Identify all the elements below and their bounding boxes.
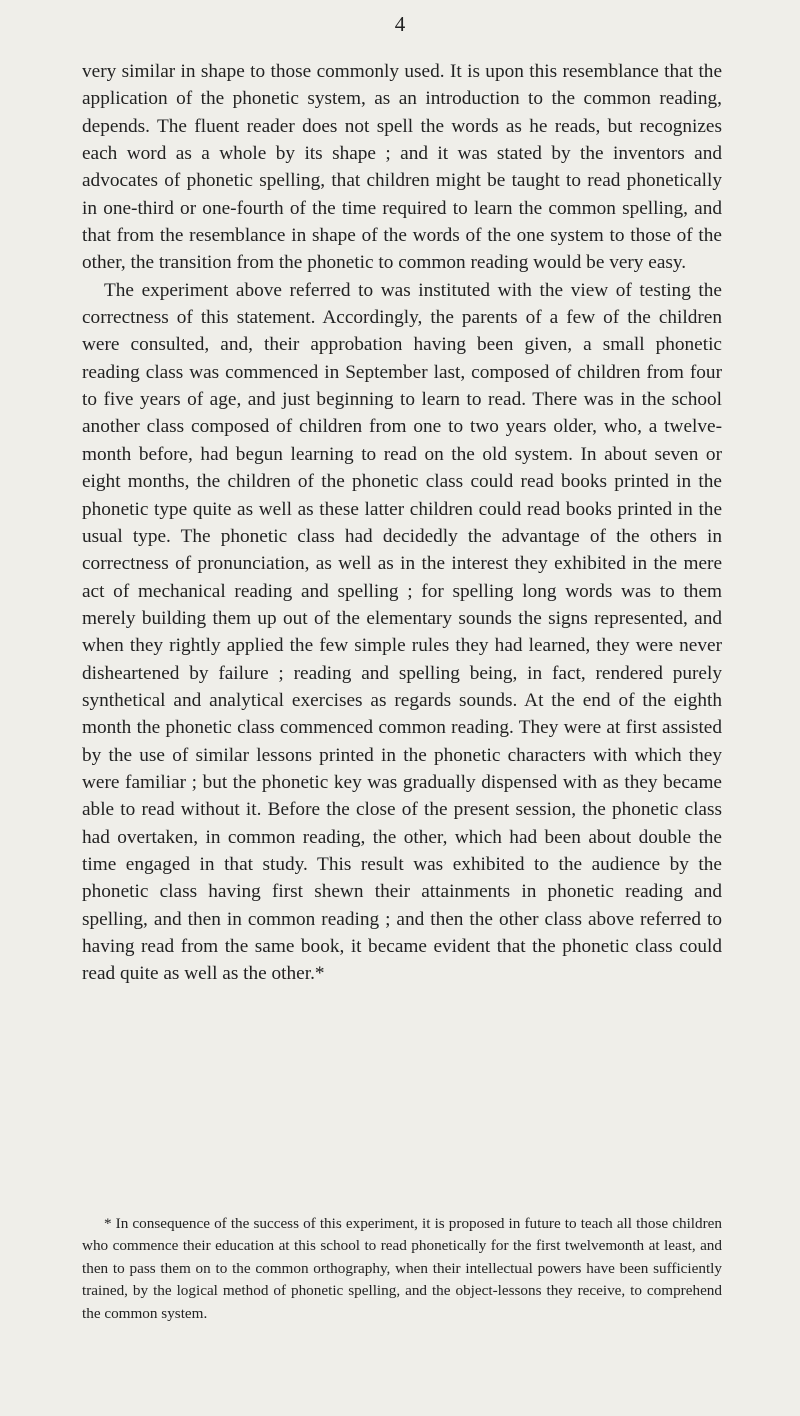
paragraph-continuation: very similar in shape to those commonly used. It is upon this resemblance that the application of the phonetic system, as an introduction to the common reading, depends. The fluent reader does not spell the words as he reads, but recognizes each word as a whole by its shape ; and it was stated by the inventors and advocates of phonetic spelling, that children might be taught to read phonetically in one-third or one-fourth of the time required to learn the common spelling, and that from the resemblance in shape of the words of the one system to those of the other, the transition from the phonetic to common reading would be very easy. <box>82 61 722 274</box>
footnote <box>82 1213 722 1325</box>
body-text <box>82 58 722 988</box>
footnote-text: * In consequence of the success of this experiment, it is proposed in future to teach all those children who commence their education at this school to read phonetically for the first twelvemonth at least, and then to pass them on to the common orthography, when their intellectual powers have been sufficiently trained, by the logical method of phonetic spelling, and the object-lessons they receive, to comprehend the common system. <box>82 1215 722 1322</box>
paragraph-experiment: The experiment above referred to was instituted with the view of testing the correctness of this statement. Accordingly, the parents of a few of the children were consulted, and, their approbation having been given, a small phonetic reading class was commenced in September last, composed of children from four to five years of age, and just beginning to learn to read. There was in the school another class composed of children from one to two years older, who, a twelve-month before, had begun learning to read on the old system. In about seven or eight months, the children of the phonetic class could read books printed in the phonetic type quite as well as these latter children could read books printed in the usual type. The phonetic class had decidedly the advantage of the others in correctness of pronunciation, as well as in the interest they exhibited in the mere act of mechanical reading and spelling ; for spelling long words was to them merely building them up out of the elementary sounds the signs represented, and when they rightly applied the few simple rules they had learned, they were never disheartened by failure ; reading and spelling being, in fact, rendered purely synthetical and analytical exercises as regards sounds. At the end of the eighth month the phonetic class commenced common reading. They were at first assisted by the use of similar lessons printed in the phonetic characters with which they were familiar ; but the phonetic key was gradually dispensed with as they became able to read without it. Before the close of the present session, the phonetic class had overtaken, in common reading, the other, which had been about double the time engaged in that study. This result was exhibited to the audience by the phonetic class having first shewn their attainments in phonetic reading and spelling, and then in common reading ; and then the other class above referred to having read from the same book, it became evident that the phonetic class could read quite as well as the other.* <box>82 279 722 985</box>
page-number: 4 <box>394 12 406 36</box>
